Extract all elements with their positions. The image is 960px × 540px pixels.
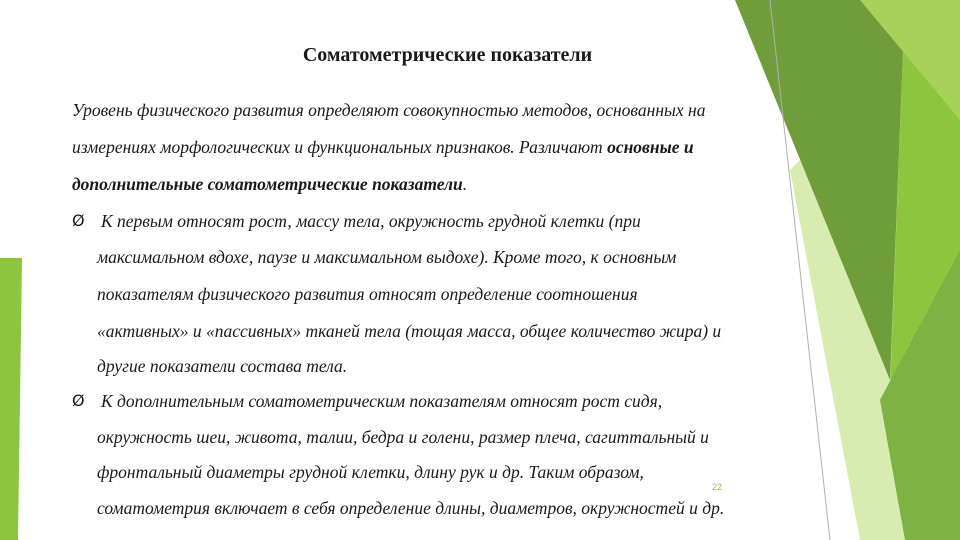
bullet-1-line-1: К первым относят рост, массу тела, окружность грудной клетки (при — [101, 211, 641, 231]
bullet-arrow-icon: Ø — [72, 391, 85, 410]
intro-line-3-bold: дополнительные соматометрические показатели — [72, 174, 463, 194]
bullet-1-line-2: максимальном вдохе, паузе и максимальном выдохе). Кроме того, к основным — [97, 247, 677, 267]
bullet-arrow-icon: Ø — [72, 211, 85, 230]
intro-line-3 — [72, 174, 467, 194]
left-green-strip — [0, 258, 22, 540]
intro-line-2-bold: основные и — [607, 137, 694, 157]
intro-line-2 — [72, 137, 694, 157]
bullet-1-line-3: показателям физического развития относят определение соотношения — [97, 284, 638, 304]
intro-line-1: Уровень физического развития определяют совокупностью методов, основанных на — [72, 100, 706, 120]
slide-title: Соматометрические показатели — [302, 44, 593, 66]
bullet-1-line-5: другие показатели состава тела. — [97, 356, 348, 376]
bullet-1-line-4: «активных» и «пассивных» тканей тела (тощая масса, общее количество жира) и — [97, 321, 722, 341]
intro-line-3-end: . — [462, 174, 468, 194]
bullet-2-line-3: фронтальный диаметры грудной клетки, длину рук и др. Таким образом, — [97, 462, 644, 482]
bullet-2-line-1: К дополнительным соматометрическим показателям относят рост сидя, — [101, 391, 663, 411]
page-number: 22 — [712, 482, 723, 492]
intro-line-2-text: измерениях морфологических и функциональных признаков. Различают — [72, 137, 608, 157]
bullet-2-line-4: соматометрия включает в себя определение длины, диаметров, окружностей и др. — [97, 498, 725, 518]
bullet-2-line-2: окружность шеи, живота, талии, бедра и голени, размер плеча, сагиттальный и — [97, 427, 709, 447]
